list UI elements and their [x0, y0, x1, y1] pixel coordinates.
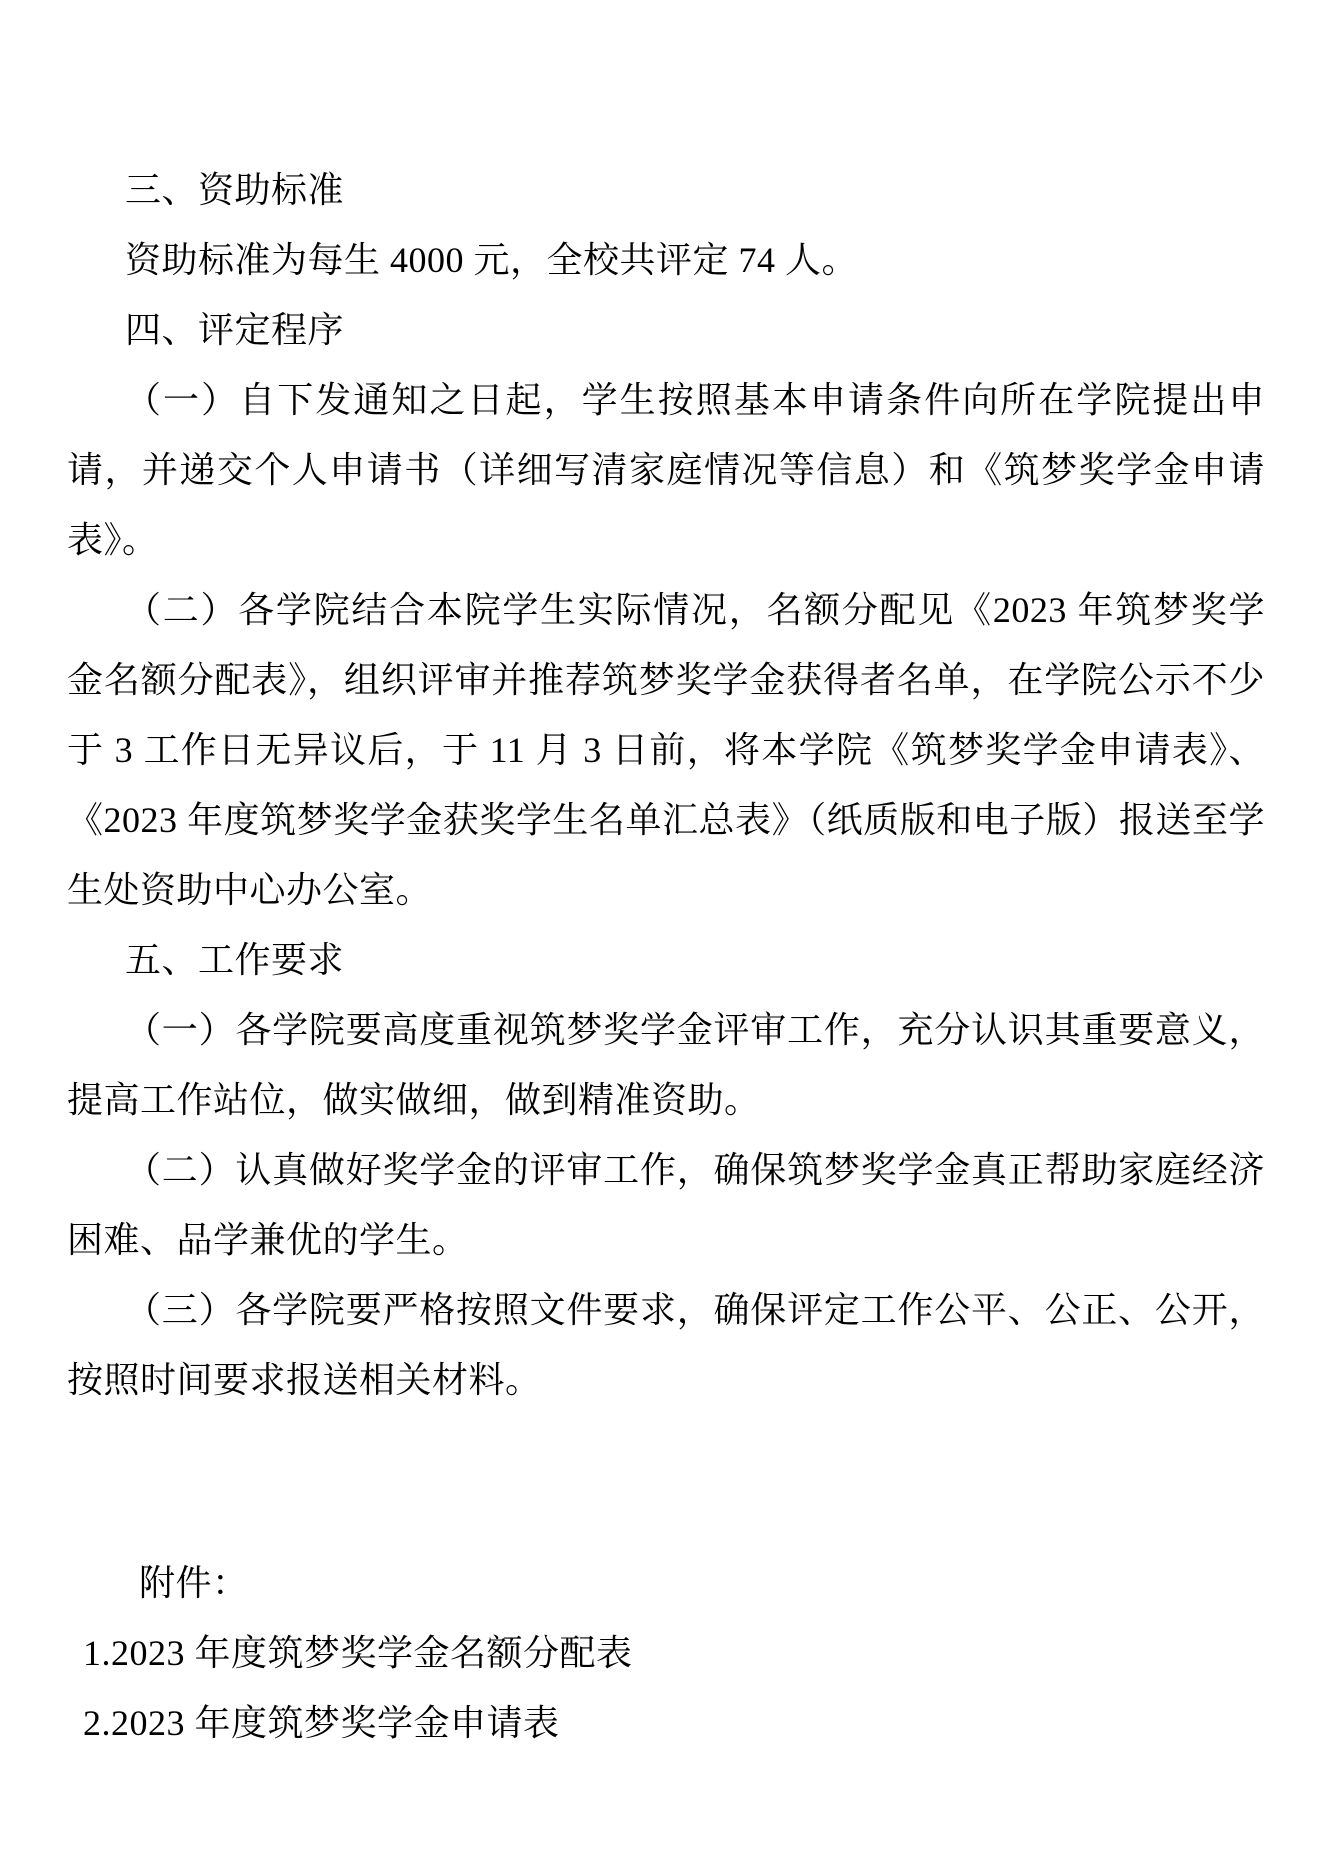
para-funding-standard: 资助标准为每生 4000 元，全校共评定 74 人。	[125, 240, 859, 280]
para-requirement-2: （二）认真做好奖学金的评审工作，确保筑梦奖学金真正帮助家庭经济困难、品学兼优的学生。	[67, 1150, 1265, 1260]
attachments-label: 附件：	[139, 1563, 249, 1603]
attachment-item-2: 2.2023 年度筑梦奖学金申请表	[83, 1703, 560, 1743]
para-procedure-1: （一）自下发通知之日起，学生按照基本申请条件向所在学院提出申请，并递交个人申请书（详细写清家庭情况等信息）和《筑梦奖学金申请表》。	[67, 380, 1265, 560]
para-procedure-2: （二）各学院结合本院学生实际情况，名额分配见《2023 年筑梦奖学金名额分配表》，组织评审并推荐筑梦奖学金获得者名单，在学院公示不少于 3 工作日无异议后，于 11 月 3 日前，将本学院《筑梦奖学金申请表》、《2023 年度筑梦奖学金获奖学生名单汇总表》（纸质版和电子版）报送至学生处资助中心办公室。	[67, 590, 1265, 910]
heading-section-4: 四、评定程序	[125, 310, 345, 350]
attachment-item-1: 1.2023 年度筑梦奖学金名额分配表	[83, 1633, 633, 1673]
para-requirement-3: （三）各学院要严格按照文件要求，确保评定工作公平、公正、公开，按照时间要求报送相关材料。	[67, 1290, 1265, 1400]
heading-section-5: 五、工作要求	[125, 940, 345, 980]
para-requirement-1: （一）各学院要高度重视筑梦奖学金评审工作，充分认识其重要意义，提高工作站位，做实做细，做到精准资助。	[67, 1010, 1265, 1120]
heading-section-3: 三、资助标准	[125, 170, 345, 210]
attachments-section	[67, 1548, 1265, 1758]
